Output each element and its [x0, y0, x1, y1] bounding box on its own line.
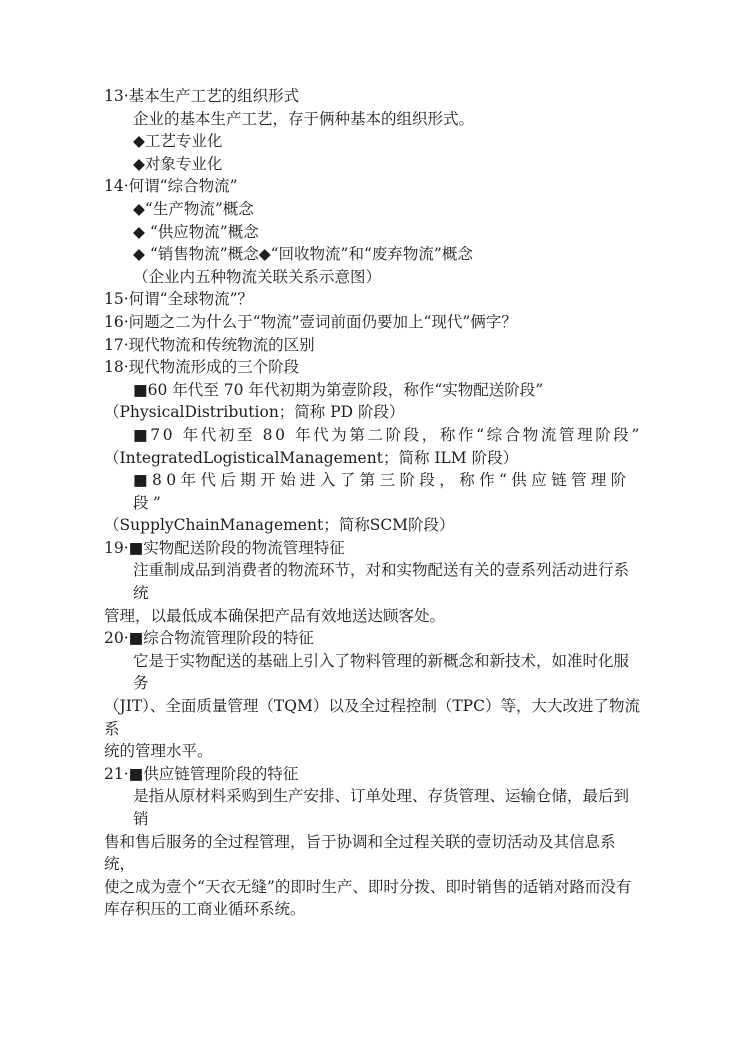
bullet-supply-logistics: ◆ “供应物流”概念	[133, 222, 259, 241]
item-16-title: 16·问题之二为什么于“物流”壹词前面仍要加上“现代”俩字？	[104, 312, 517, 331]
item-19-body-2: 管理，以最低成本确保把产品有效地送达顾客处。	[104, 606, 446, 625]
stage-3-line: ■80年代后期开始进入了第三阶段，称作“供应链管理阶段”	[133, 471, 631, 512]
item-13-title: 13·基本生产工艺的组织形式	[104, 87, 300, 105]
bullet-process-spec: ◆工艺专业化	[133, 132, 223, 151]
item-21-body-1: 是指从原材料采购到生产安排、订单处理、存货管理、运输仓储，最后到销	[133, 787, 630, 828]
text-block	[104, 85, 642, 921]
item-21-title: 21·■供应链管理阶段的特征	[104, 764, 299, 783]
stage-3-abbrev: （SupplyChainManagement；简称SCM阶段）	[104, 516, 455, 535]
bullet-production-logistics: ◆“生产物流”概念	[133, 199, 254, 218]
item-20-body-1: 它是于实物配送的基础上引入了物料管理的新概念和新技术，如准时化服务	[133, 651, 630, 693]
item-20-body-3: 统的管理水平。	[104, 742, 213, 761]
item-18-title: 18·现代物流形成的三个阶段	[104, 358, 300, 377]
item-15-title: 15·何谓“全球物流”？	[104, 290, 253, 309]
stage-2-line: ■70 年代初至 80 年代为第二阶段，称作“综合物流管理阶段”	[133, 425, 642, 444]
item-21-body-3: 使之成为壹个“天衣无缝”的即时生产、即时分拨、即时销售的适销对路而没有	[104, 877, 632, 896]
item-17-title: 17·现代物流和传统物流的区别	[104, 335, 315, 354]
item-21-body-2: 售和售后服务的全过程管理，旨于协调和全过程关联的壹切活动及其信息系统，	[104, 832, 616, 874]
item-21-body-4: 库存积压的工商业循环系统。	[104, 900, 306, 919]
note-five-logistics: （企业内五种物流关联关系示意图）	[133, 267, 382, 286]
stage-2-abbrev: （IntegratedLogisticalManagement；简称 ILM 阶段）	[104, 448, 519, 467]
item-20-title: 20·■综合物流管理阶段的特征	[104, 629, 314, 648]
bullet-object-spec: ◆对象专业化	[133, 154, 223, 173]
stage-1-line: ■60 年代至 70 年代初期为第壹阶段，称作“实物配送阶段”	[133, 380, 544, 399]
item-19-body-1: 注重制成品到消费者的物流环节，对和实物配送有关的壹系列活动进行系统	[133, 561, 630, 603]
stage-1-abbrev: （PhysicalDistribution；简称 PD 阶段）	[104, 403, 405, 422]
bullet-sales-logistics: ◆ “销售物流”概念◆“回收物流”和“废弃物流”概念	[133, 245, 473, 264]
item-13-body: 企业的基本生产工艺，存于俩种基本的组织形式。	[133, 109, 475, 128]
item-14-title: 14·何谓“综合物流”	[104, 177, 238, 196]
item-20-body-2: （JIT）、全面质量管理（TQM）以及全过程控制（TPC）等，大大改进了物流系	[104, 697, 640, 738]
item-19-title: 19·■实物配送阶段的物流管理特征	[104, 538, 345, 557]
